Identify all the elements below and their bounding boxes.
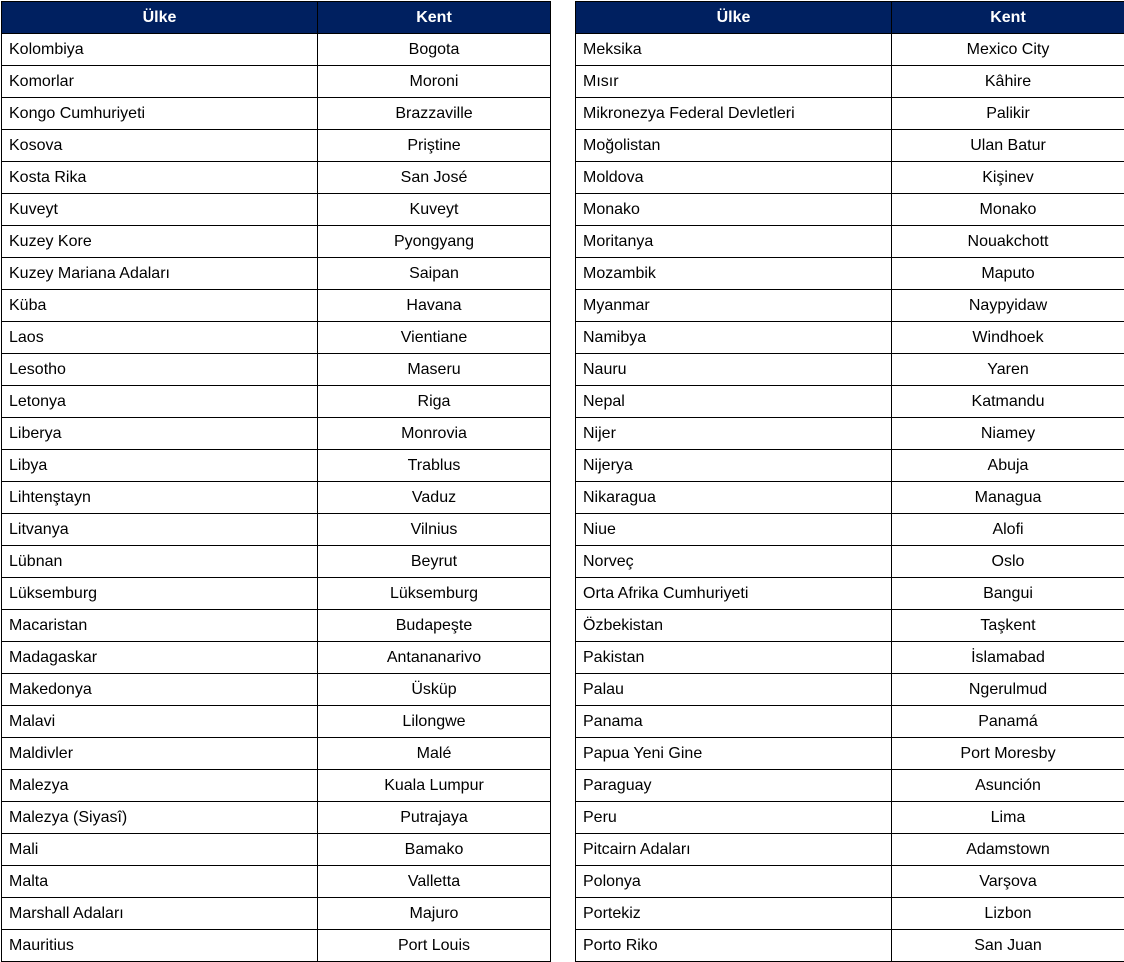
table-row <box>576 34 1124 66</box>
capitals-table-left <box>1 1 551 962</box>
country-cell: Lihtenştayn <box>2 482 318 514</box>
city-cell: Asunción <box>892 770 1124 802</box>
city-cell: Riga <box>318 386 551 418</box>
table-row <box>576 322 1124 354</box>
table-row <box>576 706 1124 738</box>
country-cell: Moldova <box>576 162 892 194</box>
city-cell: San José <box>318 162 551 194</box>
city-cell: Valletta <box>318 866 551 898</box>
table-row <box>576 290 1124 322</box>
country-cell: Libya <box>2 450 318 482</box>
country-cell: Kosova <box>2 130 318 162</box>
country-cell: Makedonya <box>2 674 318 706</box>
country-cell: Papua Yeni Gine <box>576 738 892 770</box>
country-cell: Myanmar <box>576 290 892 322</box>
table-row <box>2 162 551 194</box>
table-row <box>2 898 551 930</box>
city-cell: Antananarivo <box>318 642 551 674</box>
table-row <box>576 66 1124 98</box>
table-row <box>2 770 551 802</box>
capitals-table-right <box>575 1 1124 962</box>
table-row <box>576 354 1124 386</box>
country-cell: Nauru <box>576 354 892 386</box>
city-cell: Kâhire <box>892 66 1124 98</box>
city-cell: Lüksemburg <box>318 578 551 610</box>
country-cell: Norveç <box>576 546 892 578</box>
table-row <box>576 866 1124 898</box>
city-cell: Niamey <box>892 418 1124 450</box>
city-cell: Kuala Lumpur <box>318 770 551 802</box>
table-row <box>576 386 1124 418</box>
city-cell: Maseru <box>318 354 551 386</box>
city-cell: Bogota <box>318 34 551 66</box>
table-row <box>2 418 551 450</box>
city-cell: Panamá <box>892 706 1124 738</box>
city-cell: Yaren <box>892 354 1124 386</box>
country-cell: Kongo Cumhuriyeti <box>2 98 318 130</box>
city-cell: İslamabad <box>892 642 1124 674</box>
country-cell: Laos <box>2 322 318 354</box>
country-cell: Malta <box>2 866 318 898</box>
country-cell: Paraguay <box>576 770 892 802</box>
table-row <box>2 66 551 98</box>
table-row <box>2 34 551 66</box>
country-cell: Malezya <box>2 770 318 802</box>
table-row <box>2 226 551 258</box>
city-cell: Taşkent <box>892 610 1124 642</box>
country-cell: Lesotho <box>2 354 318 386</box>
country-cell: Niue <box>576 514 892 546</box>
country-cell: Mali <box>2 834 318 866</box>
table-row <box>576 98 1124 130</box>
country-cell: Kuzey Kore <box>2 226 318 258</box>
country-cell: Mısır <box>576 66 892 98</box>
country-cell: Komorlar <box>2 66 318 98</box>
table-row <box>576 770 1124 802</box>
city-cell: Lizbon <box>892 898 1124 930</box>
table-row <box>2 354 551 386</box>
table-row <box>2 98 551 130</box>
country-cell: Kosta Rika <box>2 162 318 194</box>
country-cell: Malavi <box>2 706 318 738</box>
table-body <box>576 34 1124 962</box>
table-row <box>2 482 551 514</box>
country-cell: Mikronezya Federal Devletleri <box>576 98 892 130</box>
table-row <box>576 834 1124 866</box>
table-row <box>576 226 1124 258</box>
city-cell: Beyrut <box>318 546 551 578</box>
city-cell: Budapeşte <box>318 610 551 642</box>
table-row <box>576 930 1124 962</box>
header-country: Ülke <box>576 2 892 34</box>
country-cell: Nikaragua <box>576 482 892 514</box>
table-row <box>576 642 1124 674</box>
city-cell: Üsküp <box>318 674 551 706</box>
table-row <box>576 418 1124 450</box>
country-cell: Nijer <box>576 418 892 450</box>
table-row <box>2 610 551 642</box>
city-cell: Port Louis <box>318 930 551 962</box>
city-cell: Adamstown <box>892 834 1124 866</box>
table-row <box>2 322 551 354</box>
table-body <box>2 34 551 962</box>
country-cell: Palau <box>576 674 892 706</box>
table-row <box>2 642 551 674</box>
city-cell: Abuja <box>892 450 1124 482</box>
table-row <box>2 802 551 834</box>
city-cell: Lilongwe <box>318 706 551 738</box>
country-cell: Madagaskar <box>2 642 318 674</box>
city-cell: Vilnius <box>318 514 551 546</box>
table-row <box>576 674 1124 706</box>
country-cell: Portekiz <box>576 898 892 930</box>
city-cell: Havana <box>318 290 551 322</box>
city-cell: Bamako <box>318 834 551 866</box>
table-row <box>576 514 1124 546</box>
table-row <box>576 802 1124 834</box>
city-cell: Mexico City <box>892 34 1124 66</box>
table-row <box>576 738 1124 770</box>
table-row <box>2 450 551 482</box>
table-row <box>2 386 551 418</box>
city-cell: Nouakchott <box>892 226 1124 258</box>
country-cell: Liberya <box>2 418 318 450</box>
city-cell: Monrovia <box>318 418 551 450</box>
country-cell: Küba <box>2 290 318 322</box>
city-cell: Maputo <box>892 258 1124 290</box>
table-row <box>2 130 551 162</box>
table-row <box>2 194 551 226</box>
city-cell: Port Moresby <box>892 738 1124 770</box>
city-cell: Ulan Batur <box>892 130 1124 162</box>
table-row <box>2 834 551 866</box>
table-row <box>2 258 551 290</box>
city-cell: Alofi <box>892 514 1124 546</box>
country-cell: Meksika <box>576 34 892 66</box>
country-cell: Polonya <box>576 866 892 898</box>
city-cell: Managua <box>892 482 1124 514</box>
header-city: Kent <box>892 2 1124 34</box>
table-row <box>2 738 551 770</box>
city-cell: Saipan <box>318 258 551 290</box>
table-row <box>2 290 551 322</box>
country-cell: Peru <box>576 802 892 834</box>
country-cell: Mozambik <box>576 258 892 290</box>
country-cell: Moritanya <box>576 226 892 258</box>
country-cell: Nijerya <box>576 450 892 482</box>
table-row <box>576 482 1124 514</box>
country-cell: Maldivler <box>2 738 318 770</box>
city-cell: Bangui <box>892 578 1124 610</box>
country-cell: Letonya <box>2 386 318 418</box>
table-row <box>2 674 551 706</box>
country-cell: Malezya (Siyasî) <box>2 802 318 834</box>
city-cell: San Juan <box>892 930 1124 962</box>
city-cell: Brazzaville <box>318 98 551 130</box>
city-cell: Priştine <box>318 130 551 162</box>
city-cell: Pyongyang <box>318 226 551 258</box>
country-cell: Lüksemburg <box>2 578 318 610</box>
table-row <box>2 546 551 578</box>
country-cell: Kuveyt <box>2 194 318 226</box>
city-cell: Varşova <box>892 866 1124 898</box>
city-cell: Oslo <box>892 546 1124 578</box>
country-cell: Namibya <box>576 322 892 354</box>
table-row <box>2 706 551 738</box>
country-cell: Macaristan <box>2 610 318 642</box>
city-cell: Ngerulmud <box>892 674 1124 706</box>
table-row <box>2 930 551 962</box>
table-row <box>576 130 1124 162</box>
header-row <box>2 2 551 34</box>
city-cell: Majuro <box>318 898 551 930</box>
city-cell: Vaduz <box>318 482 551 514</box>
table-row <box>2 866 551 898</box>
city-cell: Monako <box>892 194 1124 226</box>
header-country: Ülke <box>2 2 318 34</box>
city-cell: Lima <box>892 802 1124 834</box>
country-cell: Moğolistan <box>576 130 892 162</box>
table-row <box>576 578 1124 610</box>
table-row <box>576 194 1124 226</box>
city-cell: Moroni <box>318 66 551 98</box>
table-row <box>2 578 551 610</box>
country-cell: Porto Riko <box>576 930 892 962</box>
country-cell: Lübnan <box>2 546 318 578</box>
header-row <box>576 2 1124 34</box>
city-cell: Vientiane <box>318 322 551 354</box>
table-row <box>576 610 1124 642</box>
table-row <box>576 898 1124 930</box>
city-cell: Kuveyt <box>318 194 551 226</box>
city-cell: Putrajaya <box>318 802 551 834</box>
country-cell: Mauritius <box>2 930 318 962</box>
country-cell: Litvanya <box>2 514 318 546</box>
city-cell: Katmandu <box>892 386 1124 418</box>
city-cell: Malé <box>318 738 551 770</box>
country-cell: Marshall Adaları <box>2 898 318 930</box>
table-row <box>576 450 1124 482</box>
country-cell: Panama <box>576 706 892 738</box>
city-cell: Naypyidaw <box>892 290 1124 322</box>
country-cell: Orta Afrika Cumhuriyeti <box>576 578 892 610</box>
header-city: Kent <box>318 2 551 34</box>
city-cell: Kişinev <box>892 162 1124 194</box>
table-row <box>576 546 1124 578</box>
city-cell: Palikir <box>892 98 1124 130</box>
country-cell: Pakistan <box>576 642 892 674</box>
table-row <box>576 162 1124 194</box>
country-cell: Pitcairn Adaları <box>576 834 892 866</box>
table-row <box>576 258 1124 290</box>
table-row <box>2 514 551 546</box>
country-cell: Özbekistan <box>576 610 892 642</box>
country-cell: Nepal <box>576 386 892 418</box>
country-cell: Kolombiya <box>2 34 318 66</box>
country-cell: Monako <box>576 194 892 226</box>
city-cell: Trablus <box>318 450 551 482</box>
city-cell: Windhoek <box>892 322 1124 354</box>
country-cell: Kuzey Mariana Adaları <box>2 258 318 290</box>
